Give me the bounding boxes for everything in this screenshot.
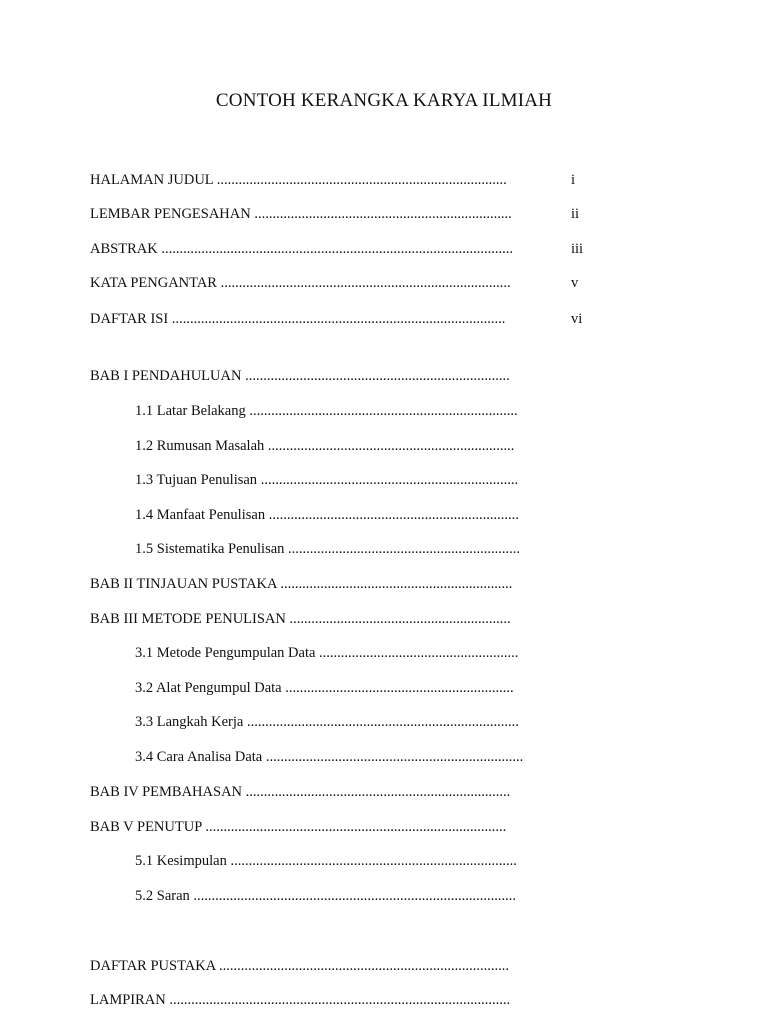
toc-page-number: ii [571,206,580,222]
toc-label: BAB III METODE PENULISAN [90,611,286,627]
toc-label: DAFTAR PUSTAKA [90,958,216,974]
toc-entry-kata-pengantar [90,274,535,292]
toc-label: 5.2 Saran [135,888,190,904]
toc-entry-3-3 [135,713,540,731]
toc-entry-1-1 [135,402,538,420]
toc-entry-5-2 [135,887,533,905]
toc-page-number: iii [571,241,584,257]
toc-leader-dots: ....................................................... [319,645,519,661]
toc-label: KATA PENGANTAR [90,275,217,291]
toc-label: 1.4 Manfaat Penulisan [135,507,266,523]
toc-label: BAB IV PEMBAHASAN [90,784,243,800]
toc-label: 3.4 Cara Analisa Data [135,749,263,765]
toc-label: 3.1 Metode Pengumpulan Data [135,645,316,661]
toc-entry-5-1 [135,852,533,870]
toc-entry-lembar-pengesahan [90,205,535,223]
toc-label: 1.5 Sistematika Penulisan [135,541,285,557]
toc-leader-dots: ....................................................................... [254,206,512,222]
toc-page-number: vi [571,311,583,327]
toc-entry-1-4 [135,506,540,524]
toc-label: 3.3 Langkah Kerja [135,714,244,730]
toc-label: BAB V PENUTUP [90,819,202,835]
toc-label: 3.2 Alat Pengumpul Data [135,680,282,696]
document-title: CONTOH KERANGKA KARYA ILMIAH [215,90,553,111]
toc-label: 1.2 Rumusan Masalah [135,438,265,454]
toc-label: BAB I PENDAHULUAN [90,368,242,384]
toc-leader-dots: ....................................................................... [265,749,524,765]
toc-page-number: v [571,275,579,291]
toc-entry-1-3 [135,471,540,489]
toc-entry-3-4 [135,748,545,766]
toc-entry-3-2 [135,679,535,697]
toc-label: BAB II TINJAUAN PUSTAKA [90,576,277,592]
toc-label: LEMBAR PENGESAHAN [90,206,251,222]
toc-leader-dots: ......................................................................................... [193,888,517,904]
toc-leader-dots: ............................................................. [289,611,511,627]
toc-leader-dots: ................................................................................... [205,819,507,835]
toc-entry-1-2 [135,437,535,455]
toc-leader-dots: ........................................................................... [246,714,519,730]
toc-entry-bab-5 [90,818,530,836]
toc-entry-abstrak [90,240,535,258]
toc-leader-dots: ..................................................................... [268,507,519,523]
toc-leader-dots: ............................................................................................ [171,311,506,327]
toc-entry-bab-3 [90,610,534,628]
toc-label: DAFTAR ISI [90,311,172,327]
toc-leader-dots: ......................................................................... [245,784,511,800]
toc-entry-daftar-isi [90,310,535,328]
toc-entry-bab-2 [90,575,537,593]
toc-label: LAMPIRAN [90,992,166,1008]
toc-leader-dots: ................................................................ [288,541,521,557]
toc-leader-dots: ................................................................................ [219,958,510,974]
toc-leader-dots: .......................................................................... [249,403,518,419]
toc-entry-bab-1 [90,367,532,385]
toc-label: ABSTRAK [90,241,158,257]
toc-leader-dots: ............................................................... [285,680,514,696]
toc-page-number: i [571,172,576,188]
toc-leader-dots: ....................................................................... [260,472,519,488]
toc-label: HALAMAN JUDUL [90,172,214,188]
toc-leader-dots: ............................................................................... [230,853,517,869]
toc-entry-3-1 [135,644,535,662]
toc-leader-dots: .............................................................................................. [169,992,511,1008]
toc-label: 1.3 Tujuan Penulisan [135,472,258,488]
toc-entry-halaman-judul [90,171,535,189]
toc-leader-dots: ................................................................................................. [161,241,513,257]
toc-leader-dots: ................................................................................ [216,172,507,188]
toc-entry-daftar-pustaka [90,957,534,975]
toc-leader-dots: ................................................................................ [220,275,511,291]
toc-leader-dots: .................................................................... [267,438,515,454]
toc-leader-dots: ................................................................ [280,576,513,592]
toc-entry-lampiran [90,991,536,1009]
toc-label: 5.1 Kesimpulan [135,853,227,869]
toc-label: 1.1 Latar Belakang [135,403,246,419]
toc-entry-1-5 [135,540,541,558]
toc-leader-dots: ......................................................................... [245,368,510,384]
toc-entry-bab-4 [90,783,530,801]
